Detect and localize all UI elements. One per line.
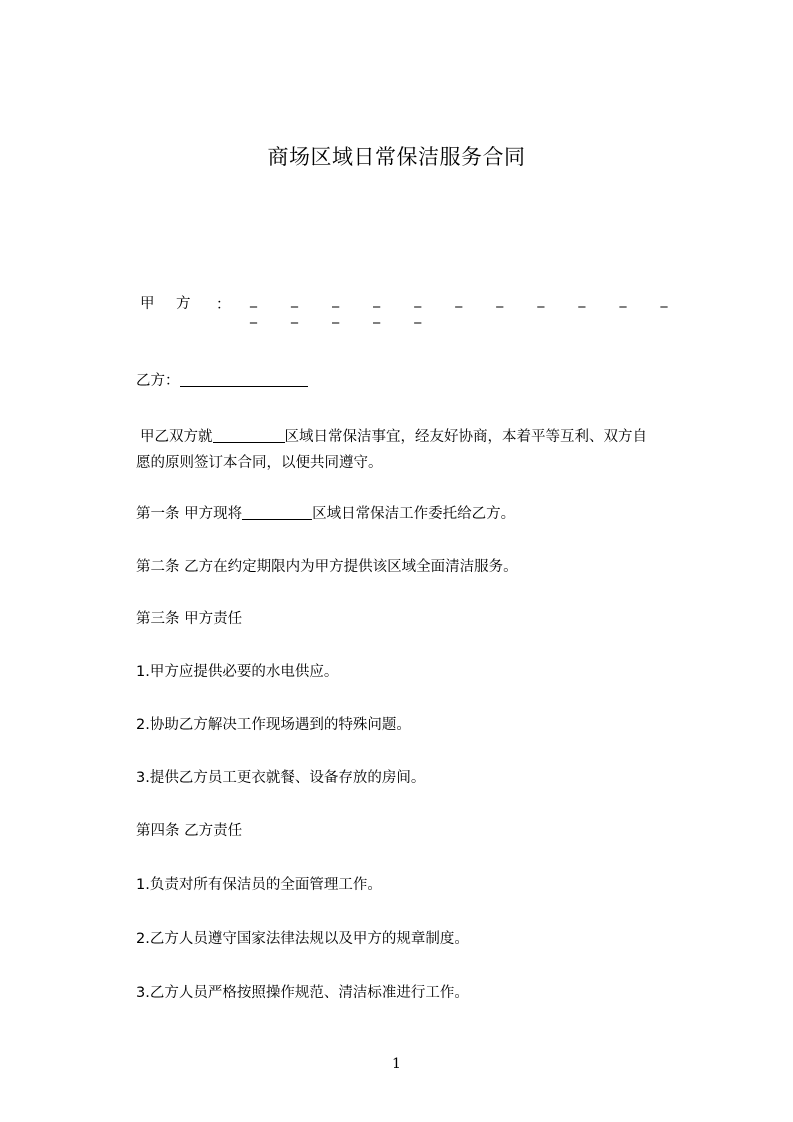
intro-blank xyxy=(213,441,285,443)
intro-text-2: 区域日常保洁事宜，经友好协商，本着平等互利、双方自 xyxy=(284,429,647,445)
article-1-blank xyxy=(242,518,312,520)
article-4-item: 2.乙方人员遵守国家法律法规以及甲方的规章制度。 xyxy=(136,931,469,947)
article-3-item: 2.协助乙方解决工作现场遇到的特殊问题。 xyxy=(136,717,411,733)
article-4-item: 3.乙方人员严格按照操作规范、清洁标准进行工作。 xyxy=(136,985,469,1001)
intro-text-1: 甲乙双方就 xyxy=(140,429,213,445)
article-3-heading: 第三条 甲方责任 xyxy=(136,611,243,627)
article-1-text-2: 区域日常保洁工作委托给乙方。 xyxy=(312,506,516,522)
article-3-item: 3.提供乙方员工更衣就餐、设备存放的房间。 xyxy=(136,770,426,786)
intro-text-3: 愿的原则签订本合同，以便共同遵守。 xyxy=(136,455,383,471)
party-a-label-2: 方 xyxy=(176,296,191,312)
article-2: 第二条 乙方在约定期限内为甲方提供该区域全面清洁服务。 xyxy=(136,559,518,575)
party-b-blank xyxy=(180,385,308,387)
article-4-item: 1.负责对所有保洁员的全面管理工作。 xyxy=(136,877,382,893)
party-b-label: 乙方： xyxy=(136,373,180,389)
party-a-colon: ： xyxy=(216,297,231,313)
article-3-item: 1.甲方应提供必要的水电供应。 xyxy=(136,664,339,680)
intro-paragraph xyxy=(136,424,714,476)
party-a-label-1: 甲 xyxy=(140,296,155,312)
party-a-blank: _ _ _ _ _ _ _ _ _ _ _ _ _ _ _ _ xyxy=(250,292,683,324)
article-1 xyxy=(136,504,515,524)
page-number: 1 xyxy=(392,1056,401,1072)
document-title: 商场区域日常保洁服务合同 xyxy=(267,145,526,169)
party-b-line xyxy=(136,371,308,391)
intro-line-1 xyxy=(136,424,714,450)
article-4-heading: 第四条 乙方责任 xyxy=(136,823,243,839)
article-1-text-1: 第一条 甲方现将 xyxy=(136,506,243,522)
party-a-line xyxy=(136,292,702,324)
